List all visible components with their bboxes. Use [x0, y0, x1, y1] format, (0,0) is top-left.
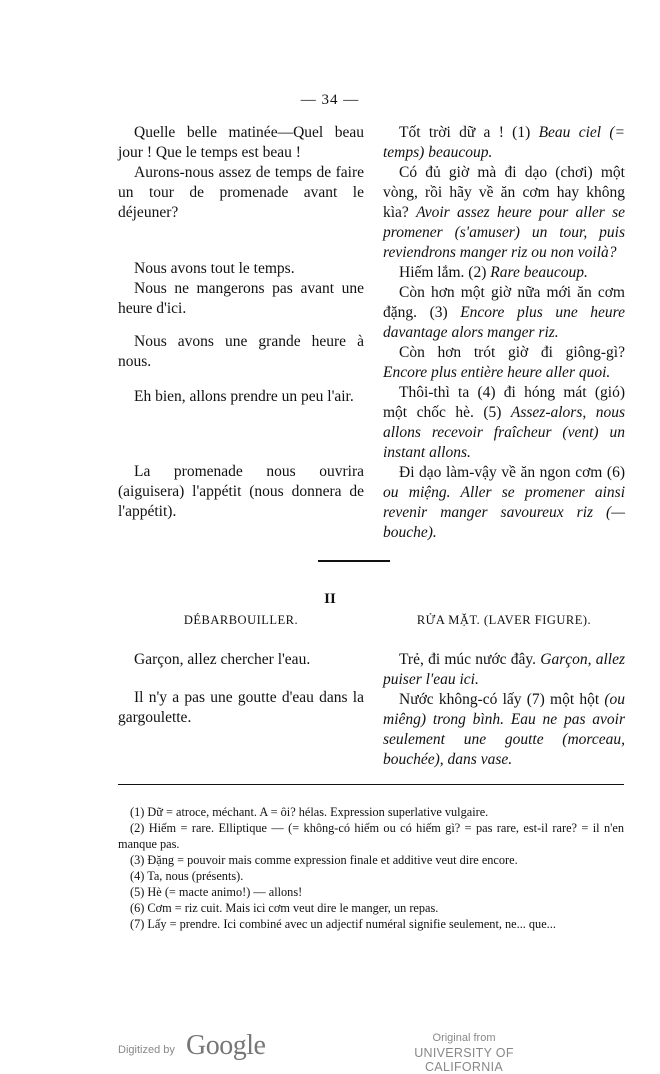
left-para-3: Nous avons tout le temps.	[134, 260, 295, 277]
footnotes	[118, 804, 624, 932]
right-para-1: Tốt trời dữ a ! (1) Beau ciel (= temps) beaucoup.	[383, 124, 626, 161]
right-para-2: Có đủ giờ mà đi dạo (chơi) một vòng, rồi hãy về ăn cơm hay không kìa? Avoir assez heure pour aller se promener (s'amuser) un tour, puis reviendrons manger riz ou non voilà?	[383, 164, 625, 261]
s2-left-para-1: Garçon, allez chercher l'eau.	[134, 651, 311, 668]
section1-left-column	[118, 123, 364, 223]
s2-right-para-1: Trẻ, đi múc nước đây. Garçon, allez puiser l'eau ici.	[383, 651, 625, 688]
section2-right-heading: RỬA MẶT. (LAVER FIGURE).	[416, 613, 592, 627]
right-para-5: Còn hơn trót giờ đi giông-gì? Encore plus entière heure aller quoi.	[383, 344, 625, 381]
right-para-4: Còn hơn một giờ nữa mới ăn cơm đặng. (3) Encore plus une heure davantage alors manger riz.	[383, 284, 625, 341]
footnote: (7) Lấy = prendre. Ici combiné avec un adjectif numéral signifie seulement, ne... que...	[130, 917, 556, 931]
section-divider	[318, 560, 390, 562]
page-number: — 34 —	[300, 92, 360, 108]
digitized-by-label: Digitized by	[118, 1044, 175, 1056]
section1-left-column-c	[118, 332, 364, 372]
digitization-footer	[0, 1030, 660, 1074]
left-para-6: Eh bien, allons prendre un peu l'air.	[134, 388, 354, 405]
right-para-7: Đi dạo làm-vậy về ăn ngon cơm (6) ou miệng. Aller se promener ainsi revenir manger savoureux riz (— bouche).	[383, 464, 625, 541]
s2-left-para-2: Il n'y a pas une goutte d'eau dans la gargoulette.	[118, 689, 364, 726]
original-from-label: Original from	[432, 1032, 496, 1044]
section1-left-column-d	[118, 387, 364, 407]
section2-right-column	[383, 650, 625, 770]
section2-left-heading: DÉBARBOUILLER.	[183, 613, 299, 627]
left-para-5: Nous avons une grande heure à nous.	[118, 333, 364, 370]
google-logo: Google	[186, 1030, 266, 1061]
section2-left-column-b	[118, 688, 364, 728]
institution-label: UNIVERSITY OF CALIFORNIA	[414, 1046, 514, 1074]
right-para-3: Hiếm lắm. (2) Rare beaucoup.	[399, 264, 588, 281]
left-para-7: La promenade nous ouvrira (aiguisera) l'appétit (nous donnera de l'appétit).	[118, 463, 364, 520]
footnote: (4) Ta, nous (présents).	[130, 869, 244, 883]
right-para-6: Thôi-thì ta (4) đi hóng mát (gió) một chốc hè. (5) Assez-alors, nous allons recevoir fraîcheur (vent) un instant allons.	[383, 384, 625, 461]
footnote: (2) Hiếm = rare. Elliptique — (= không-có hiếm ou có hiếm gì? = pas rare, est-il rare? = il n'en manque pas.	[118, 821, 624, 851]
footnote-rule	[118, 784, 624, 785]
footnote: (5) Hè (= macte animo!) — allons!	[130, 885, 303, 899]
left-para-2: Aurons-nous assez de temps de faire un tour de promenade avant le déjeuner?	[118, 164, 364, 221]
footnote: (1) Dữ = atroce, méchant. A = ôi? hélas. Expression superlative vulgaire.	[130, 805, 489, 819]
section1-right-column	[383, 123, 625, 543]
s2-right-para-2: Nước không-có lấy (7) một hột (ou miêng) trong bình. Eau ne pas avoir seulement une goutte (morceau, bouchée), dans vase.	[383, 691, 625, 768]
left-para-1: Quelle belle matinée—Quel beau jour ! Que le temps est beau !	[118, 124, 364, 161]
section1-left-column-b	[118, 259, 364, 319]
section1-left-column-e	[118, 462, 364, 522]
footnote: (6) Cơm = riz cuit. Mais ici cơm veut dire le manger, un repas.	[130, 901, 439, 915]
footnote: (3) Đặng = pouvoir mais comme expression finale et additive veut dire encore.	[130, 853, 518, 867]
section2-left-column	[118, 650, 364, 670]
section-number: II	[324, 591, 336, 607]
left-para-4: Nous ne mangerons pas avant une heure d'ici.	[118, 280, 364, 317]
